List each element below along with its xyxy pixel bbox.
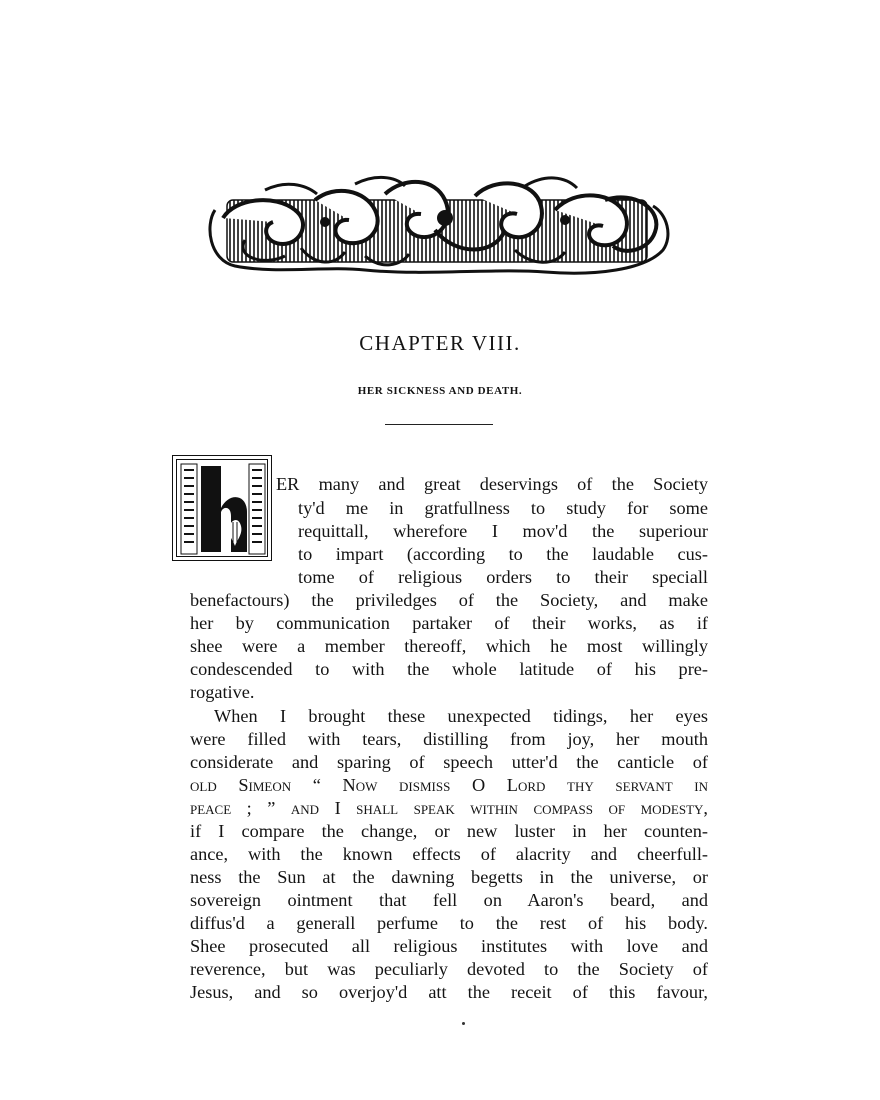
text-line: shee were a member thereoff, which he most willingly: [190, 636, 708, 656]
text-line: benefactours) the priviledges of the Society, and make: [190, 590, 708, 610]
text-line: old Simeon “ Now dismiss O Lord thy servant in: [190, 775, 708, 795]
text-line: rogative.: [190, 682, 255, 702]
text-line: diffus'd a generall perfume to the rest of his body.: [190, 913, 708, 933]
text-line: Shee prosecuted all religious institutes with love and: [190, 936, 708, 956]
text-line: were filled with tears, distilling from joy, her mouth: [190, 729, 708, 749]
initial-h-glyph: [173, 456, 273, 562]
title-rule: [385, 424, 493, 425]
text-line: Jesus, and so overjoy'd att the receit of this favour,: [190, 982, 708, 1002]
text-line: requittall, wherefore I mov'd the superiour: [298, 521, 708, 541]
text-line: ER many and great deservings of the Society: [276, 474, 708, 494]
ornamental-headpiece: [205, 170, 671, 282]
text-line: considerate and sparing of speech utter'd the canticle of: [190, 752, 708, 772]
text-line: her by communication partaker of their works, as if: [190, 613, 708, 633]
text-line: sovereign ointment that fell on Aaron's beard, and: [190, 890, 708, 910]
text-line: When I brought these unexpected tidings, her eyes: [214, 706, 708, 726]
chapter-subtitle: HER SICKNESS AND DEATH.: [357, 385, 523, 397]
decorated-initial: [172, 455, 272, 561]
signature-mark: [462, 1022, 465, 1025]
text-line: if I compare the change, or new luster in her counten-: [190, 821, 708, 841]
text-line: ness the Sun at the dawning begetts in the universe, or: [190, 867, 708, 887]
text-line: to impart (according to the laudable cus-: [298, 544, 708, 564]
text-line: peace ; ” and I shall speak within compass of modesty,: [190, 798, 708, 818]
chapter-title: CHAPTER VIII.: [359, 331, 521, 355]
text-line: ance, with the known effects of alacrity and cheerfull-: [190, 844, 708, 864]
text-line: ty'd me in gratfullness to study for some: [298, 498, 708, 518]
text-line: condescended to with the whole latitude of his pre-: [190, 659, 708, 679]
text-line: tome of religious orders to their speciall: [298, 567, 708, 587]
text-line: reverence, but was peculiarly devoted to the Society of: [190, 959, 708, 979]
